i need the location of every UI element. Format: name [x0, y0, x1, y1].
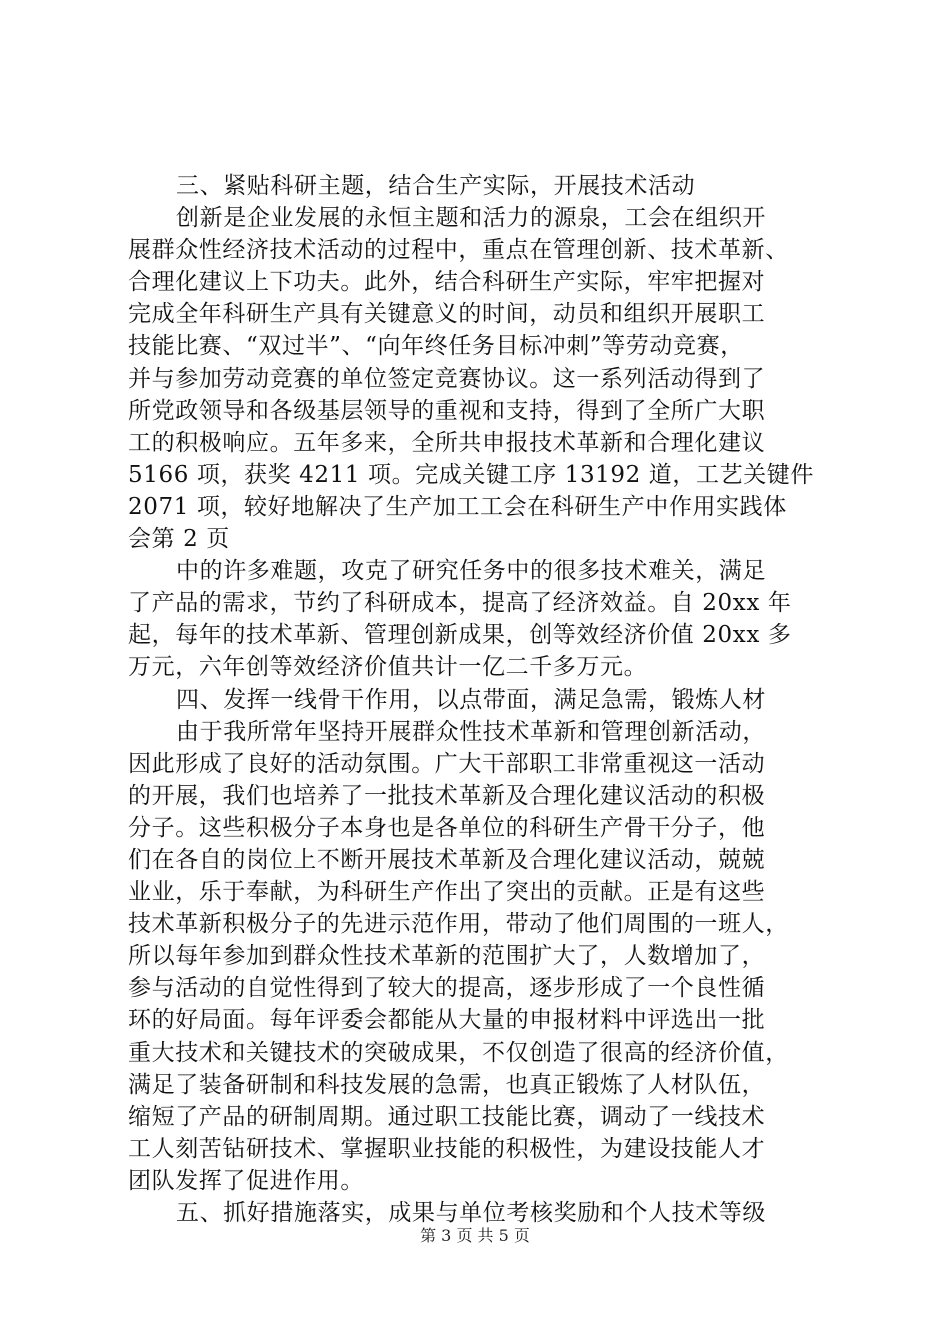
paragraph-line: 创新是企业发展的永恒主题和活力的源泉，工会在组织开 [176, 205, 766, 232]
paragraph-line: 会第 2 页 [128, 526, 230, 553]
paragraph-line: 万元，六年创等效经济价值共计一亿二千多万元。 [128, 654, 648, 681]
paragraph-line: 们在各自的岗位上不断开展技术革新及合理化建议活动，兢兢 [128, 846, 766, 873]
paragraph-line: 工人刻苦钻研技术、掌握职业技能的积极性，为建设技能人才 [128, 1135, 766, 1162]
paragraph-line: 展群众性经济技术活动的过程中，重点在管理创新、技术革新、 [128, 237, 789, 264]
paragraph-line: 合理化建议上下功夫。此外，结合科研生产实际，牢牢把握对 [128, 269, 766, 296]
paragraph-line: 技术革新积极分子的先进示范作用，带动了他们周围的一班人， [128, 911, 789, 938]
section-heading: 四、发挥一线骨干作用，以点带面，满足急需，锻炼人材 [176, 686, 766, 713]
paragraph-line: 团队发挥了促进作用。 [128, 1167, 364, 1194]
paragraph-line: 由于我所常年坚持开展群众性技术革新和管理创新活动， [176, 718, 766, 745]
paragraph-line: 了产品的需求，节约了科研成本，提高了经济效益。自 20xx 年 [128, 590, 792, 617]
section-heading: 三、紧贴科研主题，结合生产实际，开展技术活动 [176, 173, 696, 199]
paragraph-line: 分子。这些积极分子本身也是各单位的科研生产骨干分子，他 [128, 814, 766, 841]
paragraph-line: 参与活动的自觉性得到了较大的提高，逐步形成了一个良性循 [128, 975, 766, 1002]
paragraph-line: 业业，乐于奉献，为科研生产作出了突出的贡献。正是有这些 [128, 879, 766, 906]
document-body [128, 170, 840, 1229]
paragraph-line: 所党政领导和各级基层领导的重视和支持，得到了全所广大职 [128, 397, 766, 424]
paragraph-line: 重大技术和关键技术的突破成果，不仅创造了很高的经济价值， [128, 1039, 789, 1066]
paragraph-line: 工的积极响应。五年多来，全所共申报技术革新和合理化建议 [128, 429, 766, 456]
page-footer: 第 3 页 共 5 页 [420, 1226, 530, 1245]
paragraph-line: 技能比赛、“双过半”、“向年终任务目标冲刺”等劳动竞赛， [128, 333, 744, 360]
paragraph-line: 2071 项，较好地解决了生产加工工会在科研生产中作用实践体 [128, 493, 787, 520]
paragraph-line: 的开展，我们也培养了一批技术革新及合理化建议活动的积极 [128, 782, 766, 809]
section-heading: 五、抓好措施落实，成果与单位考核奖励和个人技术等级 [176, 1200, 766, 1226]
paragraph-line: 因此形成了良好的活动氛围。广大干部职工非常重视这一活动 [128, 750, 766, 777]
paragraph-line: 环的好局面。每年评委会都能从大量的申报材料中评选出一批 [128, 1007, 766, 1034]
paragraph-line: 完成全年科研生产具有关键意义的时间，动员和组织开展职工 [128, 301, 766, 328]
paragraph-line: 起，每年的技术革新、管理创新成果，创等效经济价值 20xx 多 [128, 622, 792, 649]
paragraph-line: 缩短了产品的研制周期。通过职工技能比赛，调动了一线技术 [128, 1103, 766, 1130]
paragraph-line: 满足了装备研制和科技发展的急需，也真正锻炼了人材队伍， [128, 1071, 766, 1098]
paragraph-line: 并与参加劳动竞赛的单位签定竞赛协议。这一系列活动得到了 [128, 365, 766, 392]
paragraph-line: 中的许多难题，攻克了研究任务中的很多技术难关，满足 [176, 558, 766, 585]
paragraph-line: 所以每年参加到群众性技术革新的范围扩大了，人数增加了， [128, 943, 766, 970]
paragraph-line: 5166 项，获奖 4211 项。完成关键工序 13192 道，工艺关键件 [128, 461, 814, 488]
